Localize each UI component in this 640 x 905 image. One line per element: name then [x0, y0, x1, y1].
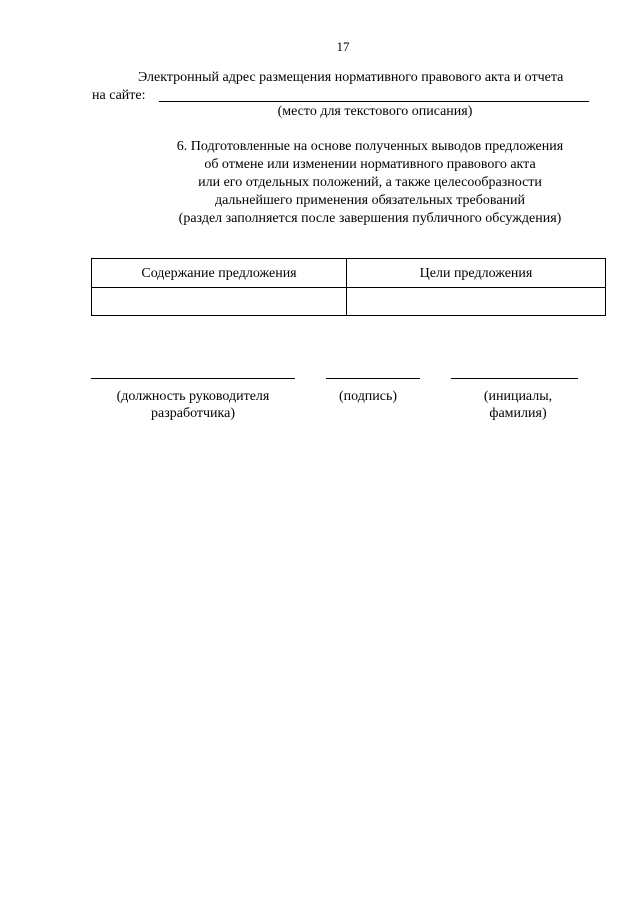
name-caption [458, 388, 578, 422]
section-heading-line: дальнейшего применения обязательных требований [214, 193, 526, 208]
url-caption: (место для текстового описания) [277, 104, 473, 119]
position-fill-line[interactable] [91, 378, 295, 379]
position-caption-line: разработчика) [150, 406, 235, 421]
section-6-heading [80, 138, 640, 228]
section-heading-line: 6. Подготовленные на основе полученных выводов предложения [176, 139, 564, 154]
proposals-table [91, 258, 606, 316]
section-heading-line: об отмене или изменении нормативного правового акта [204, 157, 536, 172]
position-caption-line: (должность руководителя [116, 389, 270, 404]
header-proposal-goals: Цели предложения [347, 259, 606, 288]
name-caption-line: фамилия) [489, 406, 547, 421]
signature-fill-line[interactable] [326, 378, 420, 379]
table-row [92, 288, 606, 316]
url-fill-line[interactable] [159, 101, 589, 102]
header-proposal-content: Содержание предложения [92, 259, 347, 288]
signature-caption [318, 388, 418, 405]
section-heading-note: (раздел заполняется после завершения публичного обсуждения) [178, 211, 562, 226]
name-caption-line: (инициалы, [483, 389, 553, 404]
table-header-row [92, 259, 606, 288]
page-number: 17 [336, 39, 350, 54]
table-cell-content[interactable] [92, 288, 347, 316]
signature-caption-line: (подпись) [338, 389, 398, 404]
section-heading-line: или его отдельных положений, а также целесообразности [198, 175, 542, 190]
position-caption [91, 388, 295, 422]
electronic-address-label: Электронный адрес размещения нормативного правового акта и отчета [138, 70, 564, 85]
name-fill-line[interactable] [451, 378, 578, 379]
table-cell-goals[interactable] [347, 288, 606, 316]
site-label: на сайте: [92, 88, 146, 103]
